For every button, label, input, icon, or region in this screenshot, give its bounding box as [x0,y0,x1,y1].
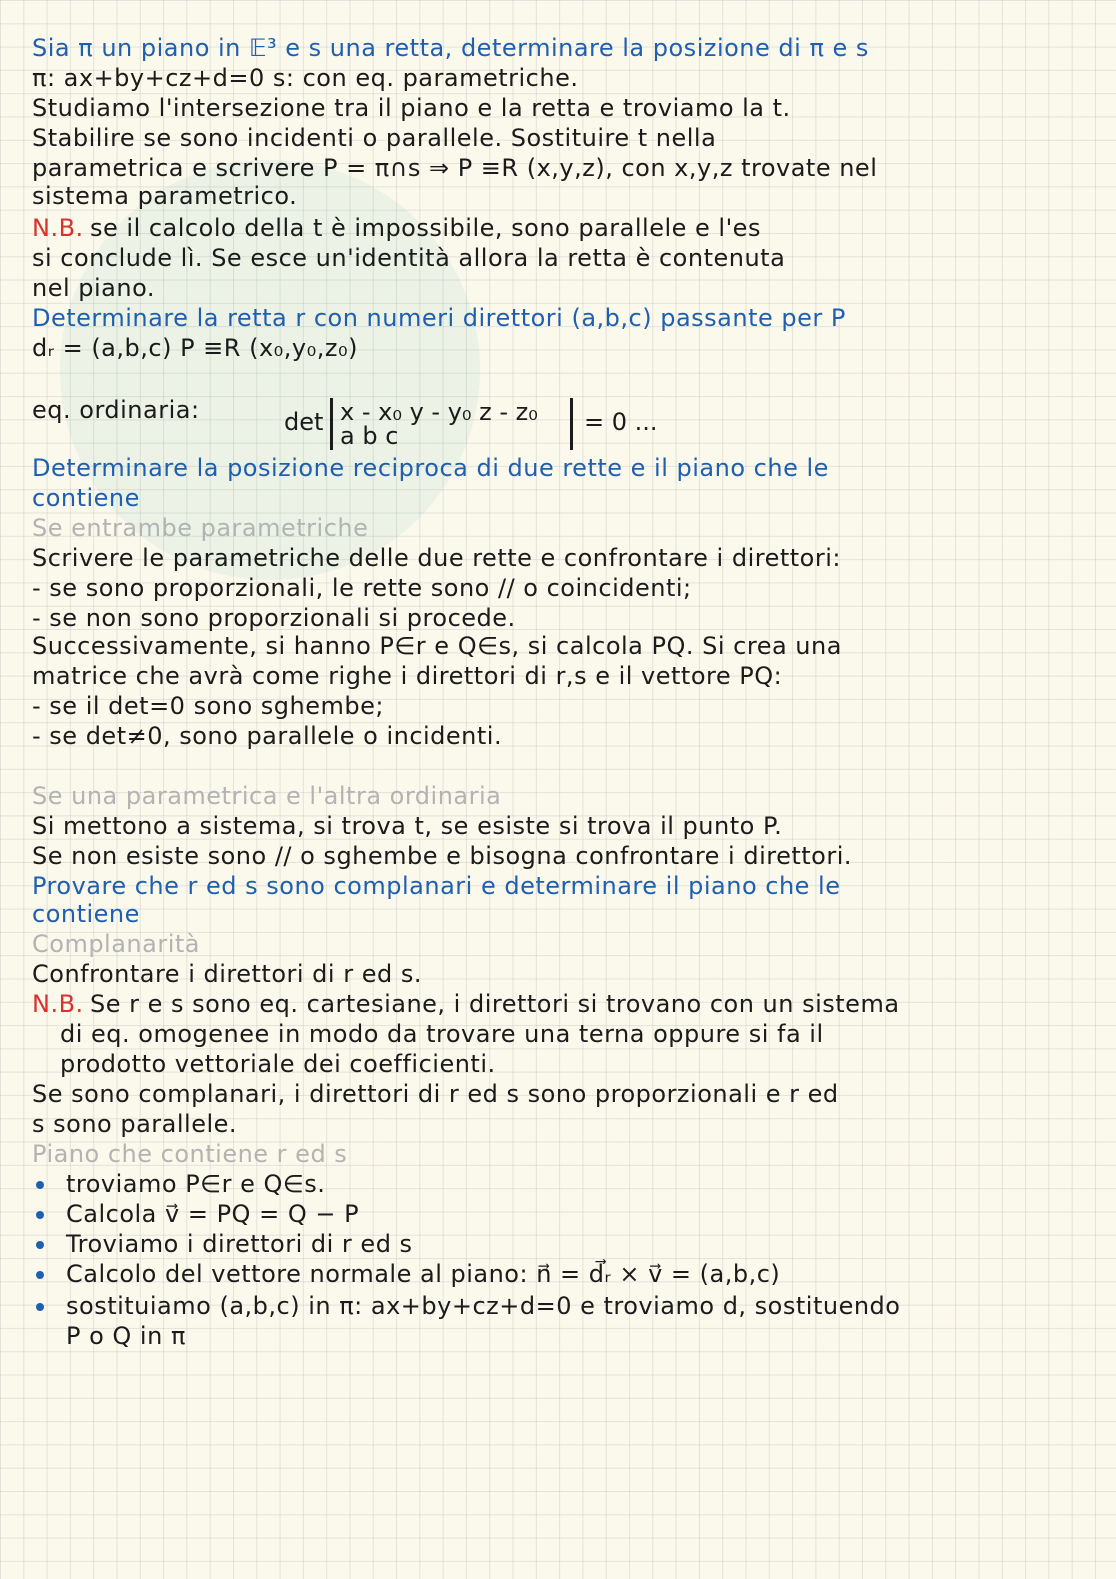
note-line: P o Q in π [66,1322,186,1350]
note-line: Calcolo del vettore normale al piano: n⃗ = d⃗ᵣ × v⃗ = (a,b,c) [66,1260,781,1288]
det-bar-right [570,398,573,450]
bullet-icon [36,1181,44,1189]
note-line: Se sono complanari, i direttori di r ed s sono proporzionali e r ed [32,1080,839,1108]
det-bar-left [330,398,333,450]
det-row-2: a b c [340,422,399,450]
note-line: se il calcolo della t è impossibile, sono parallele e l'es [90,214,761,242]
note-line: parametrica e scrivere P = π∩s ⇒ P ≡R (x,y,z), con x,y,z trovate nel [32,154,878,182]
bullet-icon [36,1241,44,1249]
note-line: Confrontare i direttori di r ed s. [32,960,422,988]
bullet-icon [36,1303,44,1311]
note-line: di eq. omogenee in modo da trovare una terna oppure si fa il [60,1020,824,1048]
note-line: Se una parametrica e l'altra ordinaria [32,782,502,810]
note-line: - se il det=0 sono sghembe; [32,692,384,720]
note-line: si conclude lì. Se esce un'identità allora la retta è contenuta [32,244,786,272]
note-line: Determinare la retta r con numeri direttori (a,b,c) passante per P [32,304,846,332]
note-line: - se non sono proporzionali si procede. [32,604,516,632]
note-line: N.B. [32,214,84,242]
bullet-icon [36,1271,44,1279]
note-line: dᵣ = (a,b,c) P ≡R (x₀,y₀,z₀) [32,334,358,362]
note-line: sostituiamo (a,b,c) in π: ax+by+cz+d=0 e troviamo d, sostituendo [66,1292,901,1320]
note-line: Se r e s sono eq. cartesiane, i direttori si trovano con un sistema [90,990,900,1018]
note-line: Piano che contiene r ed s [32,1140,348,1168]
note-line: Troviamo i direttori di r ed s [66,1230,413,1258]
note-line: Siа π un piano in 𝔼³ e s una retta, determinare la posizione di π e s [32,34,869,62]
det-row-1: x - x₀ y - y₀ z - z₀ [340,398,538,426]
note-line: N.B. [32,990,84,1018]
note-line: Se non esiste sono // o sghembe e bisogna confrontare i direttori. [32,842,853,870]
note-line: troviamo P∈r e Q∈s. [66,1170,326,1198]
note-line: Scrivere le parametriche delle due rette e confrontare i direttori: [32,544,841,572]
note-line: contiene [32,900,140,928]
note-line: Studiamo l'intersezione tra il piano e la retta e troviamo la t. [32,94,791,122]
note-line: Determinare la posizione reciproca di due rette e il piano che le [32,454,829,482]
note-line: - se sono proporzionali, le rette sono // o coincidenti; [32,574,692,602]
bullet-icon [36,1211,44,1219]
note-line: Complanarità [32,930,200,958]
note-line: Stabilire se sono incidenti o parallele. Sostituire t nella [32,124,717,152]
det-equals: = 0 ... [584,408,658,436]
note-line: Si mettono a sistema, si trova t, se esiste si trova il punto P. [32,812,783,840]
note-line: π: ax+by+cz+d=0 s: con eq. parametriche. [32,64,579,92]
note-line: Successivamente, si hanno P∈r e Q∈s, si calcola PQ. Si crea una [32,632,842,660]
note-line: prodotto vettoriale dei coefficienti. [60,1050,496,1078]
note-line: - se det≠0, sono parallele o incidenti. [32,722,503,750]
note-line: Se entrambe parametriche [32,514,369,542]
note-line: eq. ordinaria: [32,396,200,424]
note-line: Provare che r ed s sono complanari e determinare il piano che le [32,872,841,900]
note-line: nel piano. [32,274,155,302]
determinant-formula [284,398,684,452]
note-line: Calcola v⃗ = PQ = Q − P [66,1200,360,1228]
note-line: contiene [32,484,140,512]
note-line: sistema parametrico. [32,182,298,210]
note-line: matrice che avrà come righe i direttori di r,s e il vettore PQ: [32,662,783,690]
det-label: det [284,408,324,436]
note-line: s sono parallele. [32,1110,238,1138]
